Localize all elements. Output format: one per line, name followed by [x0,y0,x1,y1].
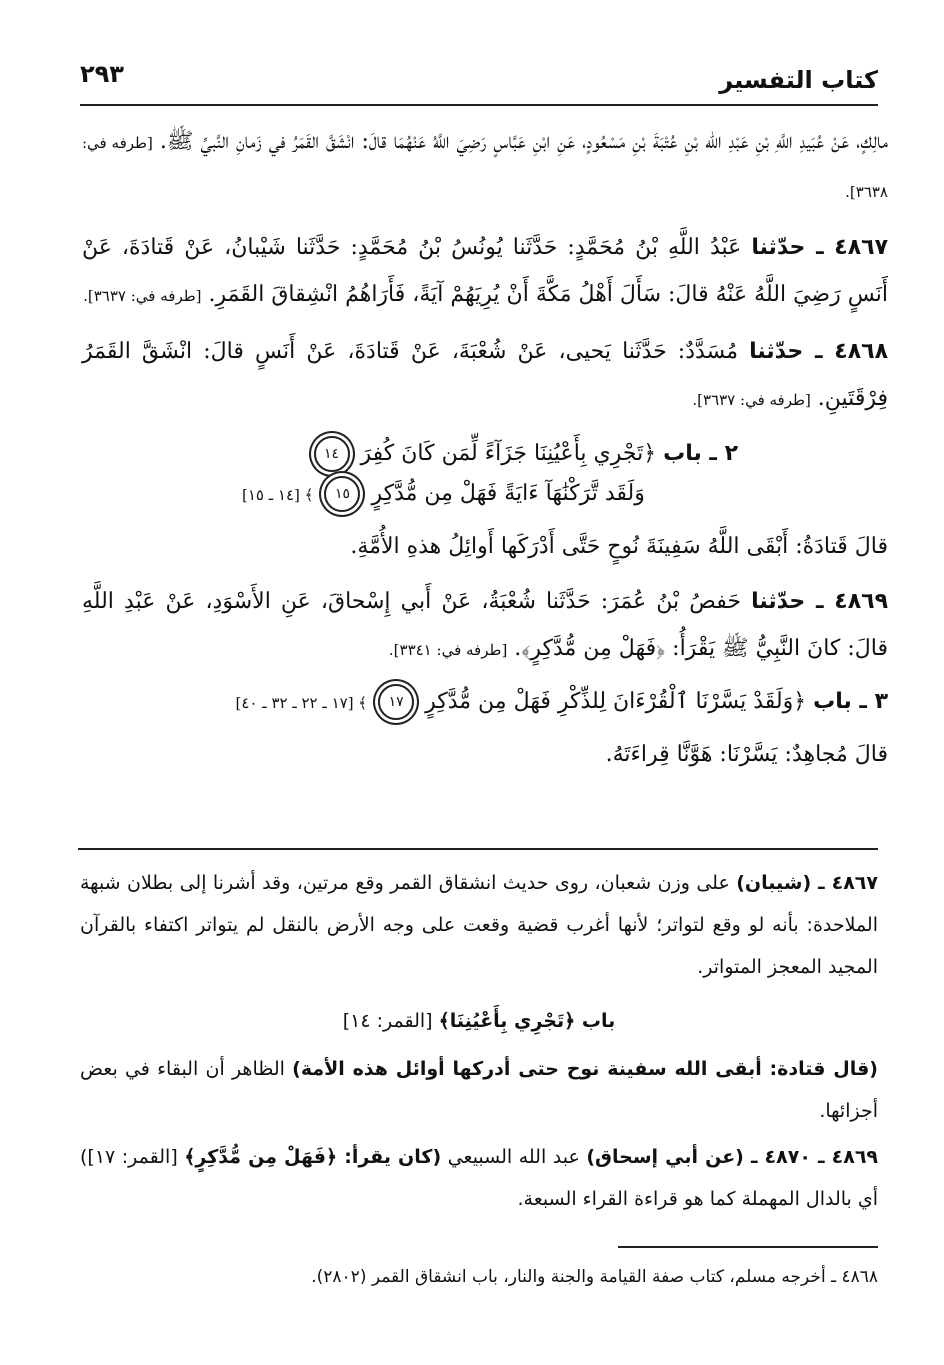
note-qatada-head: (قال قتادة: أبقى الله سفينة نوح حتى أدركها أوائل هذه الأمة) [292,1058,878,1080]
mujahid-statement-text: قالَ مُجاهِدٌ: يَسَّرْنَا: هَوَّنَّا قِراءَتَهُ. [605,742,888,767]
note-4867 [80,862,878,988]
footnote-divider [618,1246,878,1248]
chapter-2-ref: ﴾ [١٤ ـ ١٥] [242,486,314,504]
chapter-2-title: ٢ ـ باب [663,441,738,466]
main-text [82,118,888,786]
commentary-divider [78,848,878,850]
chapter-3-title: ٣ ـ باب [813,689,888,714]
chapter-2-line-1 [82,434,738,474]
note-4869-4870 [80,1136,878,1220]
chapter-3-ref: ﴾ [١٧ ـ ٢٢ ـ ٣٢ ـ ٤٠] [235,694,368,712]
ayah-marker-icon: ١٤ [314,436,350,472]
qatada-statement [82,523,888,570]
note-chapter-ref: [القمر: ١٤] [342,1010,433,1032]
hadith-4868 [82,328,888,424]
note-4867-head: ٤٨٦٧ ـ (شيبان) [736,872,878,894]
hadith-4866-text: مالِكٍ، عَنْ عُبَيدِ اللَّهِ بْنِ عَبْدِ الله بْنِ عُتْبَةَ بْنِ مَسْعُودٍ، عَنِ ابْنِ عَبَّاسٍ رَضِيَ اللَّهُ عَنْهُمَا قالَ: انْشَقَّ القَمَرُ في زَمانِ النَّبيِّ ﷺ. [159,129,888,154]
note-chapter-title: باب ﴿تَجْرِي بِأَعْيُنِنَا﴾ [438,1010,616,1032]
hadith-4868-text: مُسَدَّدٌ: حَدَّثَنا يَحيى، عَنْ شُعْبَةَ، عَنْ قَتادَةَ، عَنْ أَنَسٍ قالَ: انْشَقَّ القَمَرُ فِرْقَتَينِ. [82,339,888,411]
chapter-3-ayah: ﴿وَلَقَدْ يَسَّرْنَا ٱلْقُرْءَانَ لِلذِّكْرِ فَهَلْ مِن مُّدَّكِرٍ [425,689,807,714]
mujahid-statement [82,731,888,778]
chapter-2-ayah-2: وَلَقَد تَّرَكْنَٰهَآ ءَايَةً فَهَلْ مِن مُّدَّكِرٍ [371,481,645,506]
hadith-4867 [82,224,888,320]
footnote-text: ٤٨٦٨ ـ أخرجه مسلم، كتاب صفة القيامة والجنة والنار، باب انشقاق القمر (٢٨٠٢). [311,1267,878,1287]
ayah-marker-icon: ١٧ [378,684,414,720]
note-4867-text: على وزن شعبان، روى حديث انشقاق القمر وقع مرتين، وقد أشرنا إلى بطلان شبهة الملاحدة: بأنه لو وقع لتواتر؛ لأنها أغرب قضية وقعت على وجه الأرض بالنقل لم يتواتر اكتفاء بالقرآن المجيد المعجز المتواتر. [80,872,878,978]
page-header [80,58,878,106]
hadith-4869-text: حَفصُ بْنُ عُمَرَ: حَدَّثَنا شُعْبَةُ، عَنْ أَبي إِسْحاقَ، عَنِ الأَسْوَدِ، عَنْ عَبْدِ اللَّهِ قالَ: كانَ النَّبِيُّ ﷺ يَقْرَأُ: ﴿فَهَلْ مِن مُّدَّكِرٍ﴾. [82,589,888,661]
hadith-4866-ref: [طرفه في: ٣٦٣٨]. [82,134,888,201]
hadith-4867-number: ٤٨٦٧ ـ حدّثنا [751,235,889,260]
note-4869-head-2: (كان يقرأ: ﴿فَهَلْ مِن مُّدَّكِرٍ﴾ [184,1146,442,1168]
note-qatada [80,1048,878,1132]
chapter-2-heading [82,434,888,515]
chapter-2-ayah-1: ﴿تَجْرِي بِأَعْيُنِنَا جَزَآءً لِّمَن كَانَ كُفِرَ [360,441,657,466]
chapter-3-heading [82,682,888,723]
qatada-statement-text: قالَ قَتادَةُ: أَبْقَى اللَّهُ سَفِينَةَ نُوحٍ حَتَّى أَدْرَكَها أَوائِلُ هذهِ الأُمَّةِ. [350,534,888,559]
hadith-4868-ref: [طرفه في: ٣٦٣٧]. [692,391,811,409]
page-number: ٢٩٣ [80,60,124,88]
commentary [80,862,878,1224]
hadith-4868-number: ٤٨٦٨ ـ حدّثنا [749,339,889,364]
hadith-4869 [82,578,888,674]
hadith-4869-ref: [طرفه في: ٣٣٤١]. [388,641,508,659]
chapter-2-line-2 [82,474,738,515]
note-chapter-heading [80,1000,878,1042]
note-4869-head: ٤٨٦٩ ـ ٤٨٧٠ ـ (عن أبي إسحاق) [586,1146,879,1168]
note-qatada-text: الظاهر أن البقاء في بعض أجزائها. [80,1058,878,1122]
ayah-marker-icon: ١٥ [324,476,360,512]
footnote [80,1262,878,1292]
note-4869-text: [القمر: ١٧]) أي بالدال المهملة كما هو قراءة القراء السبعة. [80,1146,878,1210]
book-title: كتاب التفسير [719,66,878,94]
hadith-4867-text: عَبْدُ اللَّهِ بْنُ مُحَمَّدٍ: حَدَّثَنا يُونُسُ بْنُ مُحَمَّدٍ: حَدَّثَنا شَيْبانُ، عَنْ قَتادَةَ، عَنْ أَنَسٍ رَضِيَ اللَّهُ عَنْهُ قالَ: سَأَلَ أَهْلُ مَكَّةَ أَنْ يُرِيَهُمْ آيَةً، فَأَرَاهُمُ انْشِقاقَ القَمَرِ. [82,235,888,307]
note-4869-mid: عبد الله السبيعي [447,1146,580,1168]
hadith-4866 [82,118,888,216]
hadith-4869-number: ٤٨٦٩ ـ حدّثنا [751,589,889,614]
hadith-4867-ref: [طرفه في: ٣٦٣٧]. [83,287,202,305]
